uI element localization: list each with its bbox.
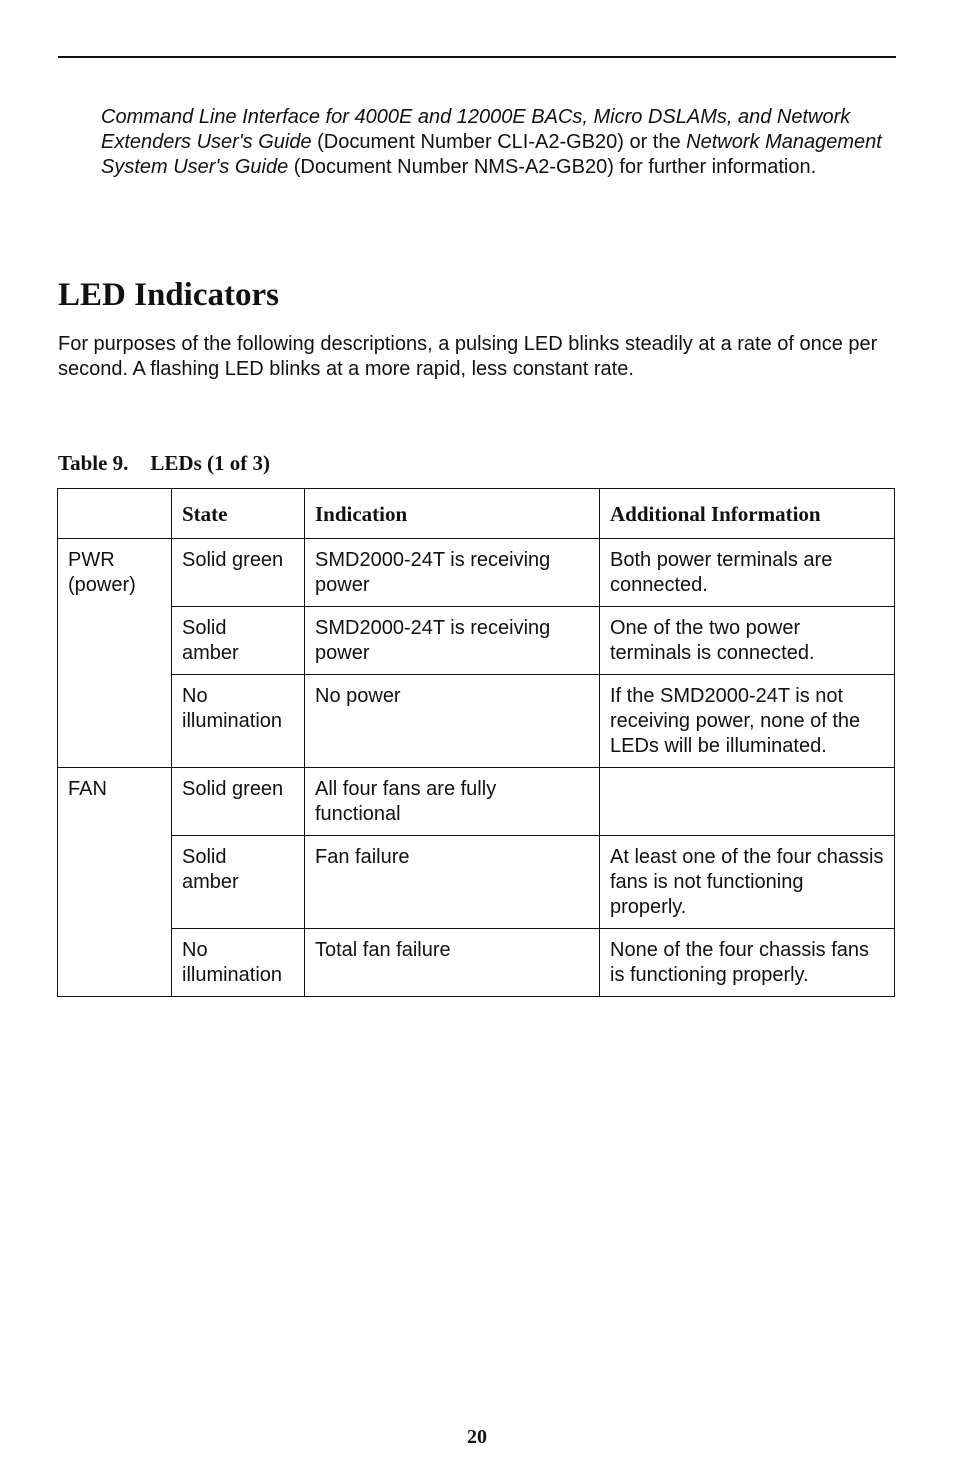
header-state: State: [172, 489, 305, 539]
state-cell: No illumination: [172, 929, 305, 997]
led-name-cell: FAN: [58, 768, 172, 997]
table-header-row: [58, 489, 895, 539]
info-cell: If the SMD2000-24T is not receiving power, none of the LEDs will be illuminated.: [600, 675, 895, 768]
nms-guide-title: Network Management System User's Guide: [101, 131, 882, 178]
header-rule: [58, 56, 896, 58]
table-row: [58, 675, 895, 768]
cli-guide-title: Command Line Interface for 4000E and 12000E BACs, Micro DSLAMs, and Network Extenders User's Guide: [101, 106, 851, 153]
state-cell: Solid green: [172, 768, 305, 836]
table-row: [58, 607, 895, 675]
header-additional-information: Additional Information: [600, 489, 895, 539]
led-description-paragraph: For purposes of the following descriptions, a pulsing LED blinks steadily at a rate of once per second. A flashing LED blinks at a more rapid, less constant rate.: [58, 333, 878, 380]
indication-cell: Fan failure: [305, 836, 600, 929]
cli-doc-number: (Document Number CLI-A2-GB20) or the: [311, 131, 687, 153]
indication-cell: No power: [305, 675, 600, 768]
state-cell: Solid green: [172, 539, 305, 607]
state-cell: Solid amber: [172, 607, 305, 675]
indication-cell: SMD2000-24T is receiving power: [305, 539, 600, 607]
intro-paragraph: [101, 105, 901, 180]
info-cell: At least one of the four chassis fans is not functioning properly.: [600, 836, 895, 929]
table-row: [58, 929, 895, 997]
info-cell: One of the two power terminals is connected.: [600, 607, 895, 675]
table-row: [58, 539, 895, 607]
header-indication: Indication: [305, 489, 600, 539]
page-number: 20: [467, 1426, 487, 1448]
table-caption-number: Table 9.: [58, 451, 129, 475]
section-heading: LED Indicators: [58, 277, 279, 313]
table-row: [58, 836, 895, 929]
nms-doc-number: (Document Number NMS-A2-GB20) for further information.: [288, 156, 817, 178]
indication-cell: SMD2000-24T is receiving power: [305, 607, 600, 675]
header-led: [58, 489, 172, 539]
indication-cell: Total fan failure: [305, 929, 600, 997]
table-caption-title: LEDs (1 of 3): [150, 451, 271, 475]
indication-cell: All four fans are fully functional: [305, 768, 600, 836]
led-table: [57, 488, 895, 997]
led-name-cell: PWR (power): [58, 539, 172, 768]
info-cell: Both power terminals are connected.: [600, 539, 895, 607]
state-cell: Solid amber: [172, 836, 305, 929]
table-caption: [58, 450, 270, 476]
info-cell: None of the four chassis fans is functioning properly.: [600, 929, 895, 997]
state-cell: No illumination: [172, 675, 305, 768]
info-cell: [600, 768, 895, 836]
table-row: [58, 768, 895, 836]
